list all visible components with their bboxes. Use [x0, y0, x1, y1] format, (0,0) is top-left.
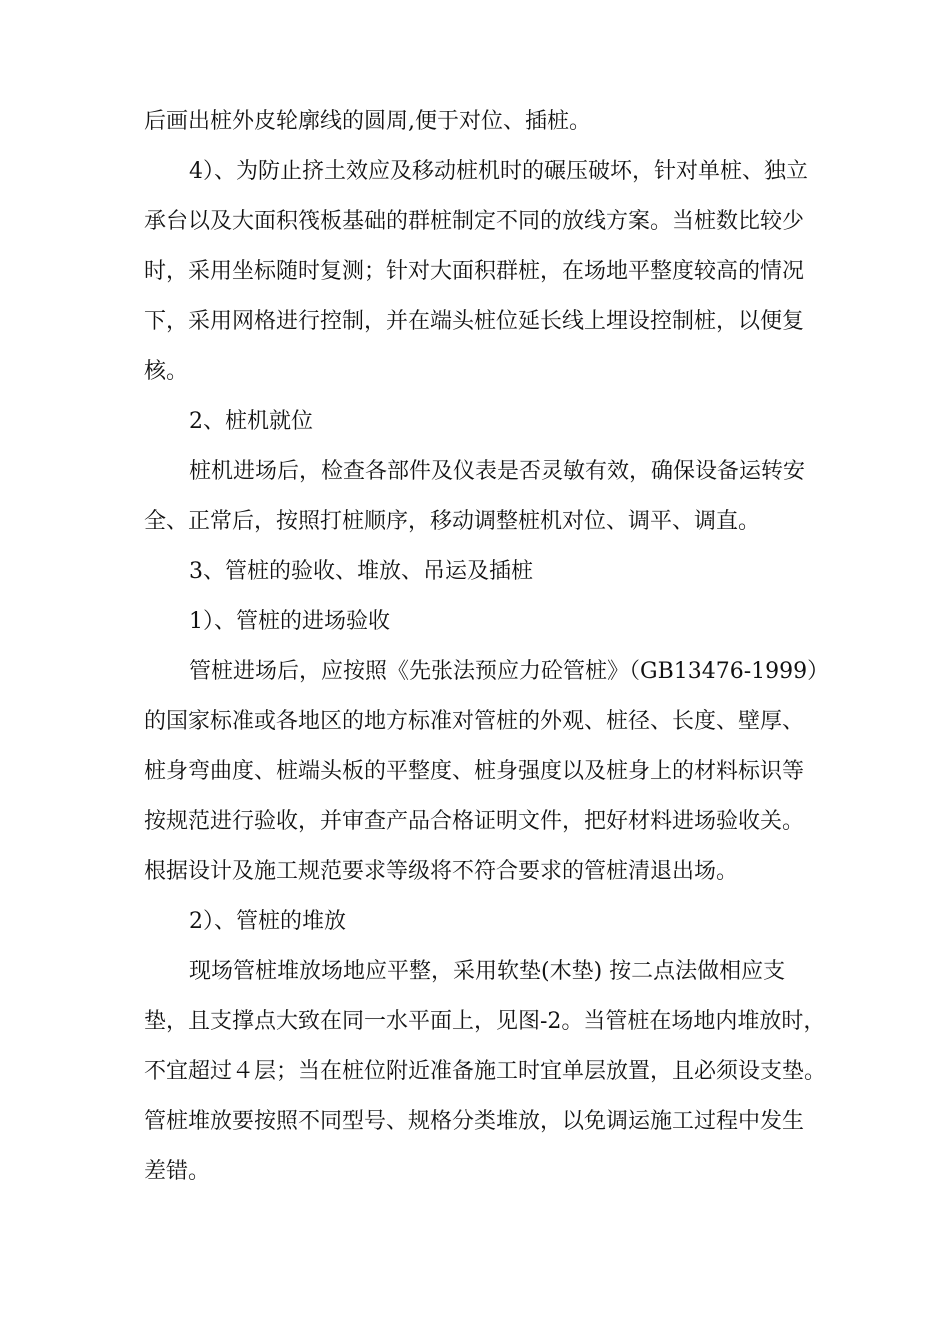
- section-heading: 2、桩机就位: [189, 409, 313, 434]
- paragraph-line: 的国家标准或各地区的地方标准对管桩的外观、桩径、长度、壁厚、: [144, 709, 805, 734]
- paragraph-line: 全、正常后，按照打桩顺序，移动调整桩机对位、调平、调直。: [144, 509, 761, 534]
- paragraph-line: 承台以及大面积筏板基础的群桩制定不同的放线方案。当桩数比较少: [144, 209, 805, 234]
- paragraph-line: 4）、为防止挤土效应及移动桩机时的碾压破坏，针对单桩、独立: [189, 159, 808, 184]
- section-heading: 3、管桩的验收、堆放、吊运及插桩: [189, 559, 533, 584]
- paragraph-line: 差错。: [144, 1159, 211, 1184]
- paragraph-line: 时，采用坐标随时复测；针对大面积群桩，在场地平整度较高的情况: [144, 259, 805, 284]
- paragraph-line: 垫，且支撑点大致在同一水平面上，见图-2。当管桩在场地内堆放时，: [144, 1009, 826, 1034]
- paragraph-line: 根据设计及施工规范要求等级将不符合要求的管桩清退出场。: [144, 859, 739, 884]
- paragraph-line: 现场管桩堆放场地应平整，采用软垫(木垫) 按二点法做相应支: [189, 959, 786, 984]
- paragraph-line: 不宜超过４层；当在桩位附近准备施工时宜单层放置，且必须设支垫。: [144, 1059, 827, 1084]
- paragraph-line: 管桩进场后，应按照《先张法预应力砼管桩》（GB13476-1999）: [189, 659, 830, 684]
- paragraph-line: 核。: [144, 359, 189, 384]
- paragraph-line: 后画出桩外皮轮廓线的圆周,便于对位、插桩。: [144, 109, 591, 134]
- paragraph-line: 下，采用网格进行控制，并在端头桩位延长线上埋设控制桩，以便复: [144, 309, 805, 334]
- paragraph-line: 按规范进行验收，并审查产品合格证明文件，把好材料进场验收关。: [144, 809, 805, 834]
- paragraph-line: 桩机进场后，检查各部件及仪表是否灵敏有效，确保设备运转安: [189, 459, 806, 484]
- subsection-heading: 1）、管桩的进场验收: [189, 609, 390, 634]
- paragraph-line: 管桩堆放要按照不同型号、规格分类堆放，以免调运施工过程中发生: [144, 1109, 805, 1134]
- paragraph-line: 桩身弯曲度、桩端头板的平整度、桩身强度以及桩身上的材料标识等: [144, 759, 805, 784]
- subsection-heading: 2）、管桩的堆放: [189, 909, 346, 934]
